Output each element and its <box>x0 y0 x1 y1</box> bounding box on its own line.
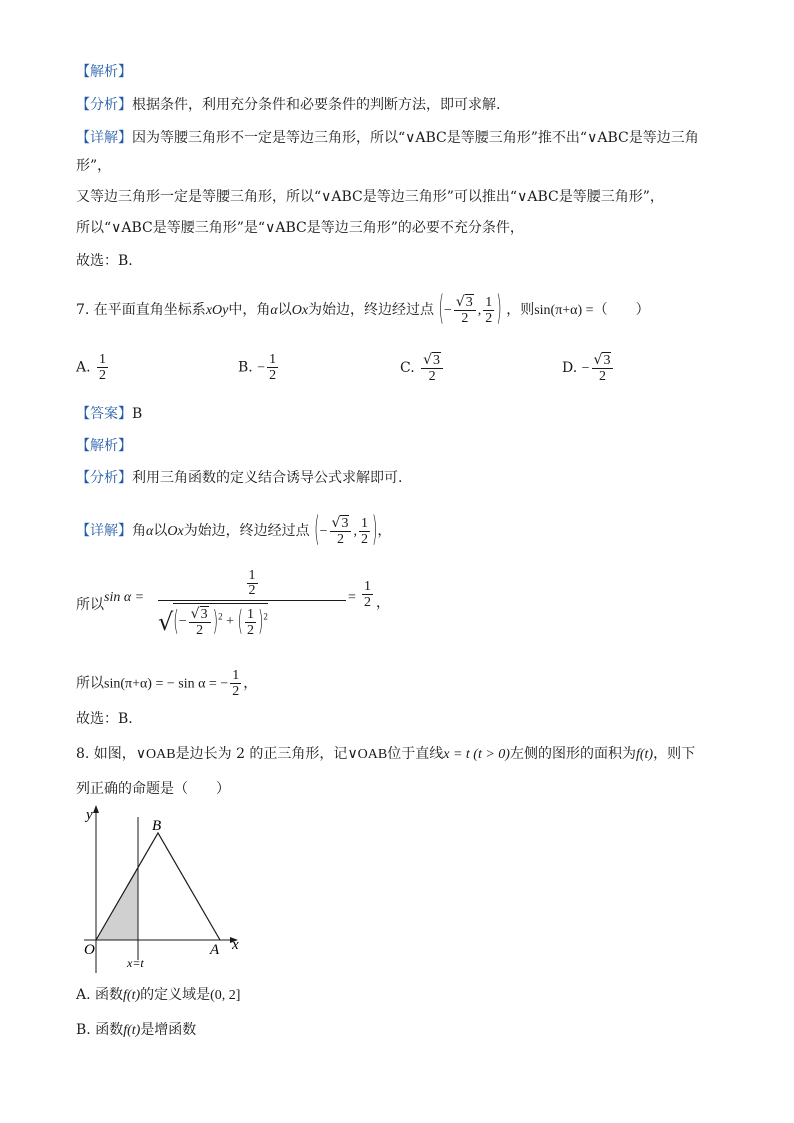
q7-stem: 7. 在平面直角坐标系xOy中，角α以Ox为始边，终边经过点 (− $\frac{√3}{2}$ , $\frac{1}{2}$ ) ，则sin(π+α) =（ ） <box>76 290 650 330</box>
q7-detail-3: 所以sin(π+α) = − sin α = − $\frac{1}{2}$ ， <box>76 668 258 699</box>
big-fraction: $\frac{1}{2}$ √(− $\frac{√3}{2}$ )$^2$ + ( $\frac{1}{2}$ )$^2$ <box>158 565 346 638</box>
q7-jiexi: 【解析】 <box>76 438 132 454</box>
q6-analysis: 【分析】根据条件，利用充分条件和必要条件的判断方法，即可求解. <box>76 97 501 113</box>
point-expression: (− $\frac{√3}{2}$ , $\frac{1}{2}$ ) <box>438 290 502 330</box>
q6-detail-1: 【详解】因为等腰三角形不一定是等边三角形，所以“∨ABC是等腰三角形”推不出“∨ABC是等边三角 <box>76 130 699 146</box>
q6-detail-1b: 形”， <box>76 158 112 174</box>
q6-choice: 故选：B. <box>76 253 133 269</box>
jiexi-heading: 【解析】 <box>76 64 132 80</box>
q6-detail-3: 所以“∨ABC是等腰三角形”是“∨ABC是等边三角形”的必要不充分条件， <box>76 220 524 236</box>
q7-options <box>76 352 716 392</box>
q7-answer: 【答案】B <box>76 406 143 422</box>
q7-choice: 故选：B. <box>76 711 133 727</box>
option-c: C. $\frac{√3}{2}$ <box>400 352 445 384</box>
a-label: A <box>210 942 220 958</box>
x-label: x <box>232 937 239 953</box>
o-label: O <box>84 942 95 958</box>
q7-analysis: 【分析】利用三角函数的定义结合诱导公式求解即可. <box>76 470 403 486</box>
q8-option-b: B. 函数f(t)是增函数 <box>76 1022 197 1038</box>
b-label: B <box>152 818 162 834</box>
q7-detail-1: 【详解】角α以Ox为始边，终边经过点 (− $\frac{√3}{2}$ , $\frac{1}{2}$ )， <box>76 511 392 551</box>
q6-detail-2: 又等边三角形一定是等腰三角形，所以“∨ABC是等边三角形”可以推出“∨ABC是等腰三角形”， <box>76 189 664 205</box>
option-b: B. − $\frac{1}{2}$ <box>238 352 277 383</box>
option-a: A. $\frac{1}{2}$ <box>76 352 107 383</box>
option-d: D. − $\frac{√3}{2}$ <box>562 352 615 384</box>
q8-stem-2: 列正确的命题是（ ） <box>76 781 230 797</box>
t-label: x=t <box>127 956 144 970</box>
q8-option-a: A. 函数f(t)的定义域是(0, 2] <box>76 987 241 1003</box>
y-label: y <box>86 807 93 823</box>
triangle-figure <box>74 803 264 973</box>
y-axis-arrow <box>93 805 99 813</box>
q8-stem-1: 8. 如图，∨OAB是边长为 2 的正三角形，记∨OAB位于直线x = t (t > 0)左侧的图形的面积为f(t)，则下 <box>76 746 696 762</box>
